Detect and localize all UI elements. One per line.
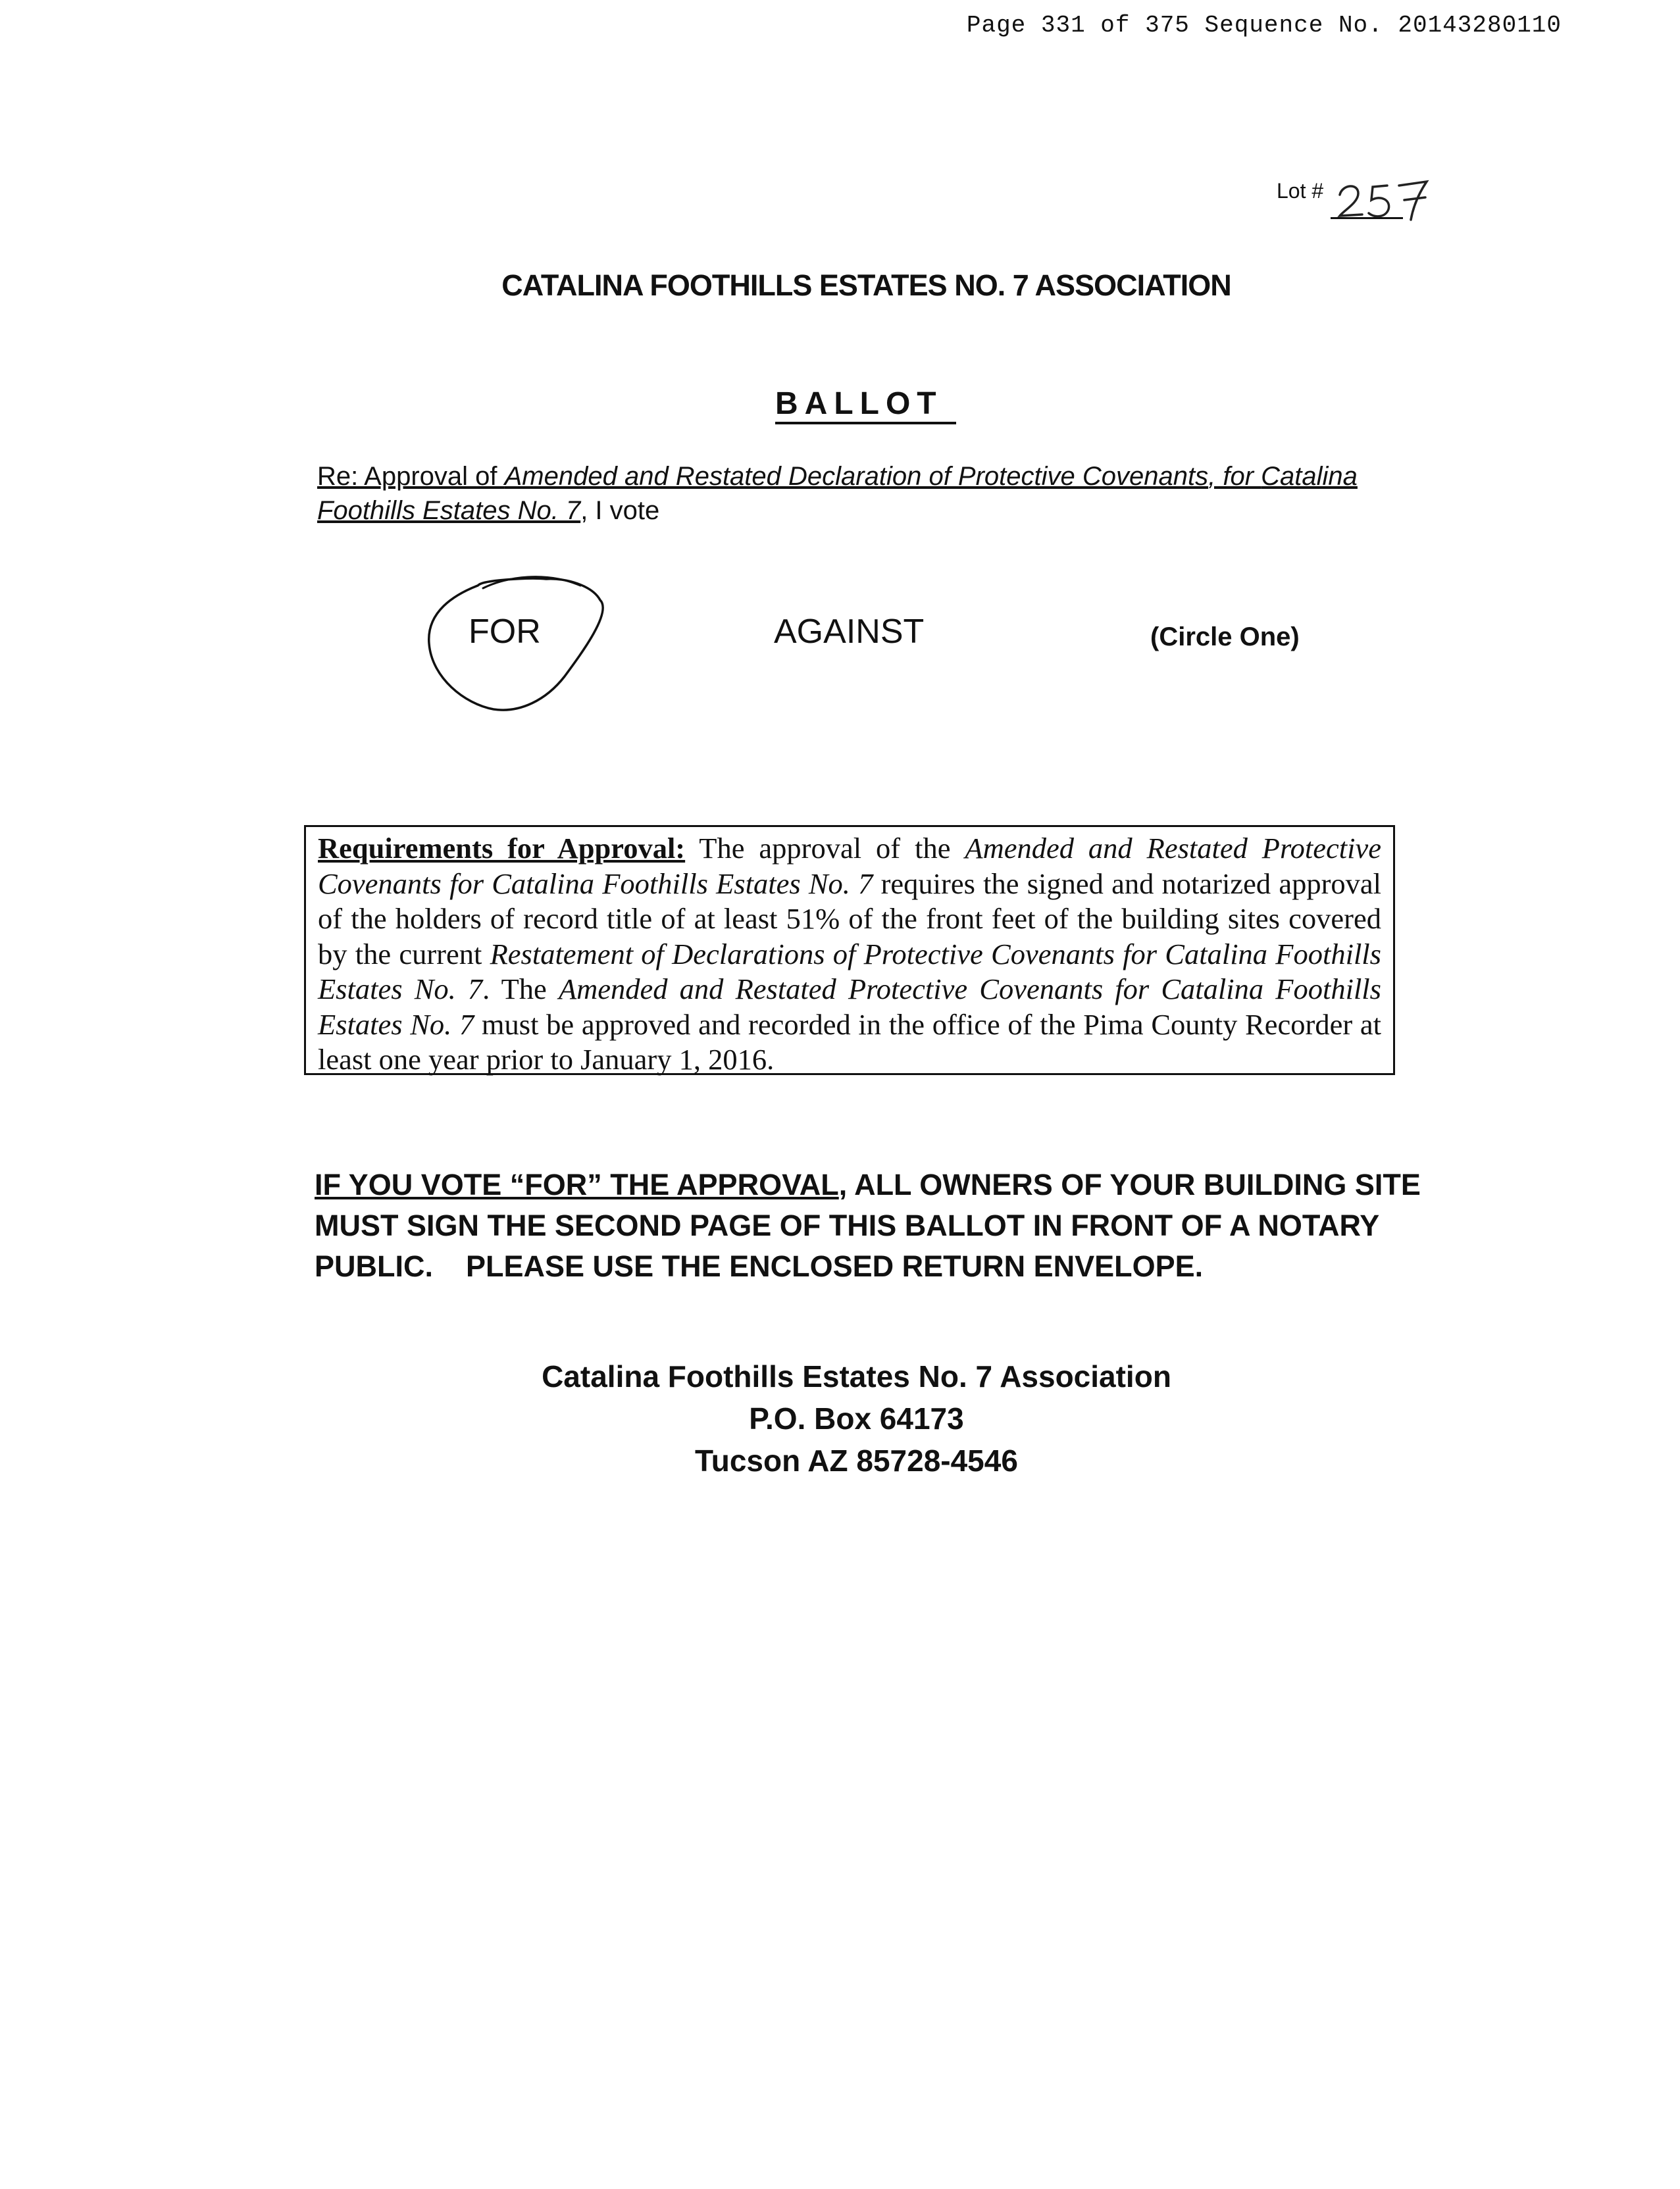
re-suffix: , I vote	[580, 496, 660, 525]
mailing-address	[0, 1355, 1680, 1482]
notice-rest: , ALL OWNERS OF YOUR BUILDING SITE MUST SIGN THE SECOND PAGE OF THIS BALLOT IN FRONT OF A NOTARY PUBLIC.	[315, 1168, 1421, 1283]
re-prefix: Re: Approval of	[317, 462, 505, 491]
requirements-label: Requirements for Approval:	[318, 832, 686, 865]
ballot-heading: BALLOT	[775, 386, 956, 424]
address-city: Tucson AZ 85728-4546	[695, 1444, 1018, 1478]
vote-option-for[interactable]: FOR	[469, 613, 541, 651]
requirements-text-2: requires the signed and notarized approval of the holders of record title of at least 51% of the front feet of the building sites covered by the current	[318, 867, 1382, 970]
requirements-text-3: . The	[482, 972, 559, 1005]
re-document-title: Amended and Restated Declaration of Protective Covenants	[504, 462, 1209, 491]
lot-label: Lot #	[1277, 179, 1324, 203]
requirements-text-4: must be approved and recorded in the office of the Pima County Recorder at least one year prior to January 1, 2016.	[318, 1007, 1381, 1076]
requirements-text-1: The approval of the	[685, 832, 965, 865]
requirements-box	[304, 825, 1395, 1075]
association-title: CATALINA FOOTHILLS ESTATES NO. 7 ASSOCIATION	[501, 268, 1231, 302]
lot-number-handwritten	[1336, 172, 1441, 225]
requirements-italic-2: Restatement of Declarations of Protective Covenants for Catalina Foothills Estates No. 7	[318, 937, 1381, 1005]
address-po-box: P.O. Box 64173	[749, 1401, 964, 1436]
address-name: Catalina Foothills Estates No. 7 Association	[542, 1359, 1171, 1394]
vote-option-against[interactable]: AGAINST	[774, 613, 925, 651]
notarization-notice	[315, 1165, 1460, 1287]
vote-instruction: (Circle One)	[1150, 622, 1300, 651]
requirements-italic-1: Amended and Restated Protective Covenants for Catalina Foothills Estates No. 7	[318, 832, 1382, 900]
notice-envelope: PLEASE USE THE ENCLOSED RETURN ENVELOPE.	[466, 1249, 1204, 1283]
re-middle: , for	[1208, 462, 1261, 491]
re-line	[317, 459, 1410, 528]
notice-underlined: IF YOU VOTE “FOR” THE APPROVAL	[315, 1168, 839, 1201]
requirements-italic-3: Amended and Restated Protective Covenants for Catalina Foothills Estates No. 7	[318, 972, 1381, 1041]
re-estate-name: Catalina Foothills Estates No. 7	[317, 462, 1358, 525]
page-header: Page 331 of 375 Sequence No. 20143280110	[966, 12, 1562, 39]
